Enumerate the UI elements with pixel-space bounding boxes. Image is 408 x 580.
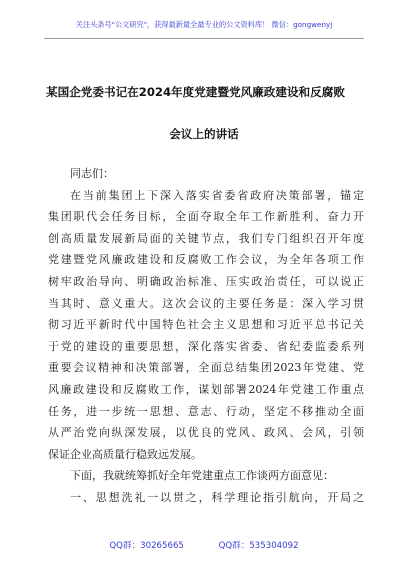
- paragraph-1-line: 风廉政建设和反腐败工作，谋划部署2024年党建工作重点: [48, 382, 364, 396]
- paragraph-1-line: 当其时、意义重大。这次会议的主要任务是：深入学习贯: [48, 296, 364, 310]
- paragraph-1-line: 集团职代会任务目标，全面夺取全年工作新胜利、奋力开: [48, 210, 364, 224]
- document-body: [48, 163, 364, 509]
- footer-qq-groups: [0, 539, 408, 551]
- document-title-line-2: 会议上的讲话: [169, 127, 239, 141]
- paragraph-1-line: 于党的建设的重要思想，深化落实省委、省纪委监委系列: [48, 339, 364, 353]
- paragraph-1-line: 保证企业高质量行稳致远发展。: [48, 447, 202, 461]
- paragraph-1-line: 彻习近平新时代中国特色社会主义思想和习近平总书记关: [48, 318, 364, 332]
- salutation: 同志们：: [70, 167, 114, 180]
- footer-qq-group-1: QQ群：30265665: [109, 541, 184, 551]
- paragraph-3-start: 一、思想洗礼一以贯之，科学理论指引航向，开局之: [70, 490, 364, 504]
- paragraph-2: 下面，我就统筹抓好全年党建重点工作谈两方面意见：: [70, 469, 334, 483]
- paragraph-1: [48, 185, 364, 466]
- paragraph-1-line: 创高质量发展新局面的关键节点，我们专门组织召开年度: [48, 231, 364, 245]
- paragraph-1-line: 党建暨党风廉政建设和反腐败工作会议，为全年各项工作: [48, 253, 364, 267]
- paragraph-1-line: 树牢政治导向、明确政治标准、压实政治责任，可以说正: [48, 274, 364, 288]
- paragraph-1-line: 在当前集团上下深入落实省委省政府决策部署，锚定: [70, 188, 364, 202]
- document-title-line-1: 某国企党委书记在2024年度党建暨党风廉政建设和反腐败: [46, 85, 345, 99]
- paragraph-1-line: 从严治党向纵深发展，以优良的党风、政风、会风，引领: [48, 426, 364, 440]
- header-divider: [44, 38, 364, 39]
- footer-qq-group-2: QQ群：535304092: [218, 541, 299, 551]
- header-banner: 关注头条号"公文研究"，获得最新最全最专业的公文资料库！ 微信：gongwenyj: [75, 20, 333, 29]
- paragraph-1-line: 重要会议精神和决策部署，全面总结集团2023年党建、党: [48, 361, 364, 375]
- paragraph-1-line: 任务，进一步统一思想、意志、行动，坚定不移推动全面: [48, 404, 364, 418]
